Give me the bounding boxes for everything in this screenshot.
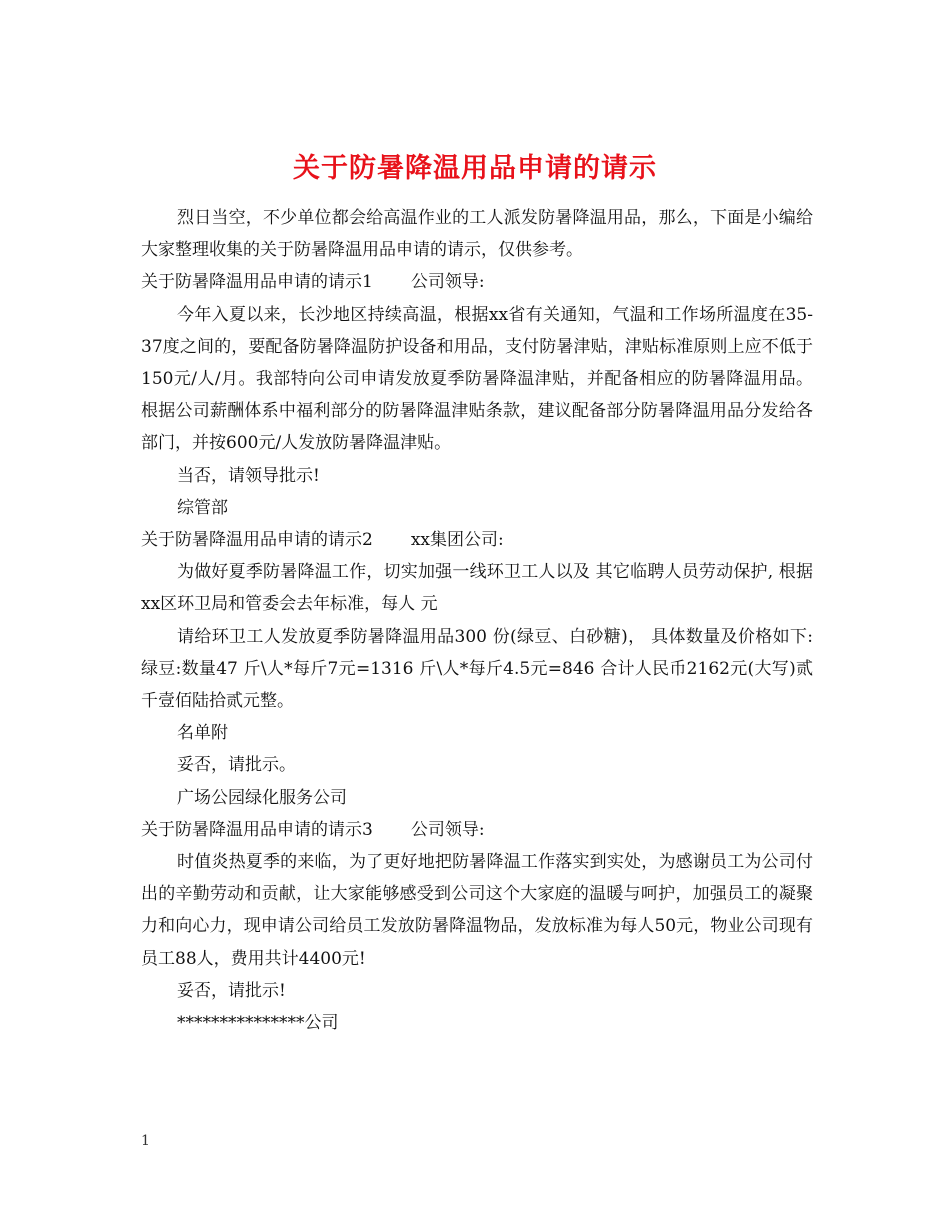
salutation-3: 公司领导: bbox=[410, 819, 485, 840]
section-heading-3 bbox=[141, 814, 813, 846]
page-number: 1 bbox=[141, 1133, 150, 1149]
attachment-note: 名单附 bbox=[177, 723, 228, 744]
section-heading-1 bbox=[141, 266, 813, 298]
closing-request: 当否，请领导批示! bbox=[177, 465, 320, 486]
body-paragraph: 今年入夏以来，长沙地区持续高温，根据xx省有关通知，气温和工作场所温度在35-37度之间的，要配备防暑降温防护设备和用品，支付防暑津贴，津贴标准原则上应不低于150元/人/月。我部特向公司申请发放夏季防暑降温津贴，并配备相应的防暑降温用品。根据公司薪酬体系中福利部分的防暑降温津贴条款，建议配备部分防暑降温用品分发给各部门，并按600元/人发放防暑降温津贴。 bbox=[141, 304, 813, 454]
section-heading-2 bbox=[141, 524, 813, 556]
signature-1: 综管部 bbox=[177, 497, 228, 518]
body-paragraph: 为做好夏季防暑降温工作，切实加强一线环卫工人以及 其它临聘人员劳动保护, 根据xx区环卫局和管委会去年标准，每人 元 bbox=[141, 562, 813, 615]
intro-paragraph: 烈日当空，不少单位都会给高温作业的工人派发防暑降温用品，那么，下面是小编给大家整理收集的关于防暑降温用品申请的请示，仅供参考。 bbox=[141, 208, 813, 261]
document-body bbox=[141, 202, 813, 1039]
signature-3: ***************公司 bbox=[177, 1013, 339, 1034]
document-title: 关于防暑降温用品申请的请示 bbox=[293, 153, 657, 185]
body-paragraph: 时值炎热夏季的来临，为了更好地把防暑降温工作落实到实处，为感谢员工为公司付出的辛勤劳动和贡献，让大家能够感受到公司这个大家庭的温暖与呵护，加强员工的凝聚力和向心力，现申请公司给员工发放防暑降温物品，发放标准为每人50元，物业公司现有员工88人，费用共计4400元! bbox=[141, 852, 813, 969]
signature-2: 广场公园绿化服务公司 bbox=[177, 787, 347, 808]
closing-request: 妥否，请批示! bbox=[177, 980, 286, 1001]
salutation-2: xx集团公司: bbox=[410, 530, 504, 551]
salutation-1: 公司领导: bbox=[410, 272, 485, 293]
section-title-1: 关于防暑降温用品申请的请示1 bbox=[141, 272, 373, 293]
body-paragraph: 请给环卫工人发放夏季防暑降温用品300 份(绿豆、白砂糖)， 具体数量及价格如下: 绿豆:数量47 斤\人*每斤7元=1316 斤\人*每斤4.5元=846 合计人民币2162元(大写)贰千壹佰陆拾贰元整。 bbox=[141, 626, 813, 712]
closing-request: 妥否，请批示。 bbox=[177, 755, 296, 776]
section-title-3: 关于防暑降温用品申请的请示3 bbox=[141, 819, 373, 840]
section-title-2: 关于防暑降温用品申请的请示2 bbox=[141, 530, 373, 551]
